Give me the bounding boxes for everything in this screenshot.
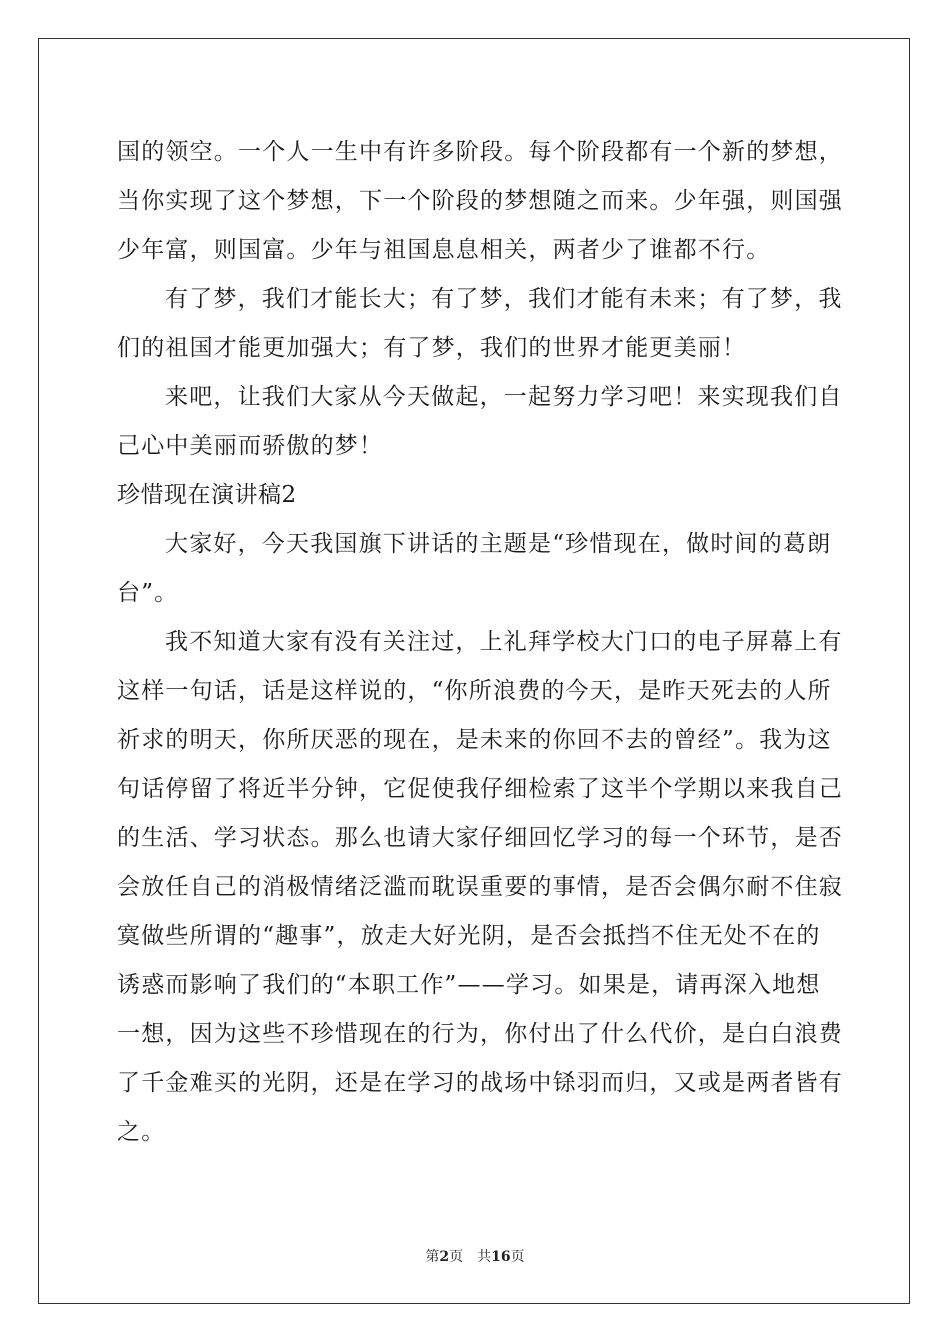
text-line: 句话停留了将近半分钟，它促使我仔细检索了这半个学期以来我自己 <box>117 776 843 802</box>
text-line: 会放任自己的消极情绪泛滥而耽误重要的事情，是否会偶尔耐不住寂 <box>117 874 843 900</box>
footer-total-pages: 16 <box>491 1249 511 1265</box>
text-line: 寞做些所谓的“趣事”，放走大好光阴，是否会抵挡不住无处不在的 <box>117 923 821 949</box>
paragraph <box>117 275 843 373</box>
footer-mid: 页 共 <box>449 1249 492 1265</box>
text-line: 这样一句话，话是这样说的，“你所浪费的今天，是昨天死去的人所 <box>117 678 832 704</box>
text-line: 们的祖国才能更加强大；有了梦，我们的世界才能更美丽！ <box>117 335 747 361</box>
text-line: 一想，因为这些不珍惜现在的行为，你付出了什么代价，是白白浪费 <box>117 1021 843 1047</box>
text-line: 诱惑而影响了我们的“本职工作”——学习。如果是，请再深入地想 <box>117 972 821 998</box>
paragraph <box>117 128 843 275</box>
footer-prefix: 第 <box>425 1249 440 1265</box>
text-line: 有了梦，我们才能长大；有了梦，我们才能有未来；有了梦，我 <box>165 286 843 312</box>
text-line: 当你实现了这个梦想，下一个阶段的梦想随之而来。少年强，则国强 <box>117 188 843 214</box>
paragraph <box>117 618 843 1157</box>
section-heading: 珍惜现在演讲稿2 <box>117 482 297 508</box>
text-line: 了千金难买的光阴，还是在学习的战场中铩羽而归，又或是两者皆有 <box>117 1070 843 1096</box>
page-footer <box>0 1246 950 1266</box>
text-line: 国的领空。一个人一生中有许多阶段。每个阶段都有一个新的梦想， <box>117 139 843 165</box>
paragraph-group-2 <box>117 520 843 1157</box>
text-line: 己心中美丽而骄傲的梦！ <box>117 433 384 459</box>
paragraph <box>117 373 843 471</box>
text-line: 祈求的明天，你所厌恶的现在，是未来的你回不去的曾经”。我为这 <box>117 727 832 753</box>
document-body <box>117 128 843 1157</box>
footer-suffix: 页 <box>510 1249 525 1265</box>
paragraph-group-1 <box>117 128 843 471</box>
text-line: 我不知道大家有没有关注过，上礼拜学校大门口的电子屏幕上有 <box>165 629 843 655</box>
text-line: 大家好，今天我国旗下讲话的主题是“珍惜现在，做时间的葛朗 <box>165 531 832 557</box>
paragraph <box>117 520 833 618</box>
text-line: 的生活、学习状态。那么也请大家仔细回忆学习的每一个环节，是否 <box>117 825 843 851</box>
text-line: 少年富，则国富。少年与祖国息息相关，两者少了谁都不行。 <box>117 237 771 263</box>
text-line: 之。 <box>117 1119 166 1145</box>
text-line: 来吧，让我们大家从今天做起，一起努力学习吧！来实现我们自 <box>165 384 843 410</box>
text-line: 台”。 <box>117 580 179 606</box>
footer-page-number: 2 <box>439 1249 450 1265</box>
